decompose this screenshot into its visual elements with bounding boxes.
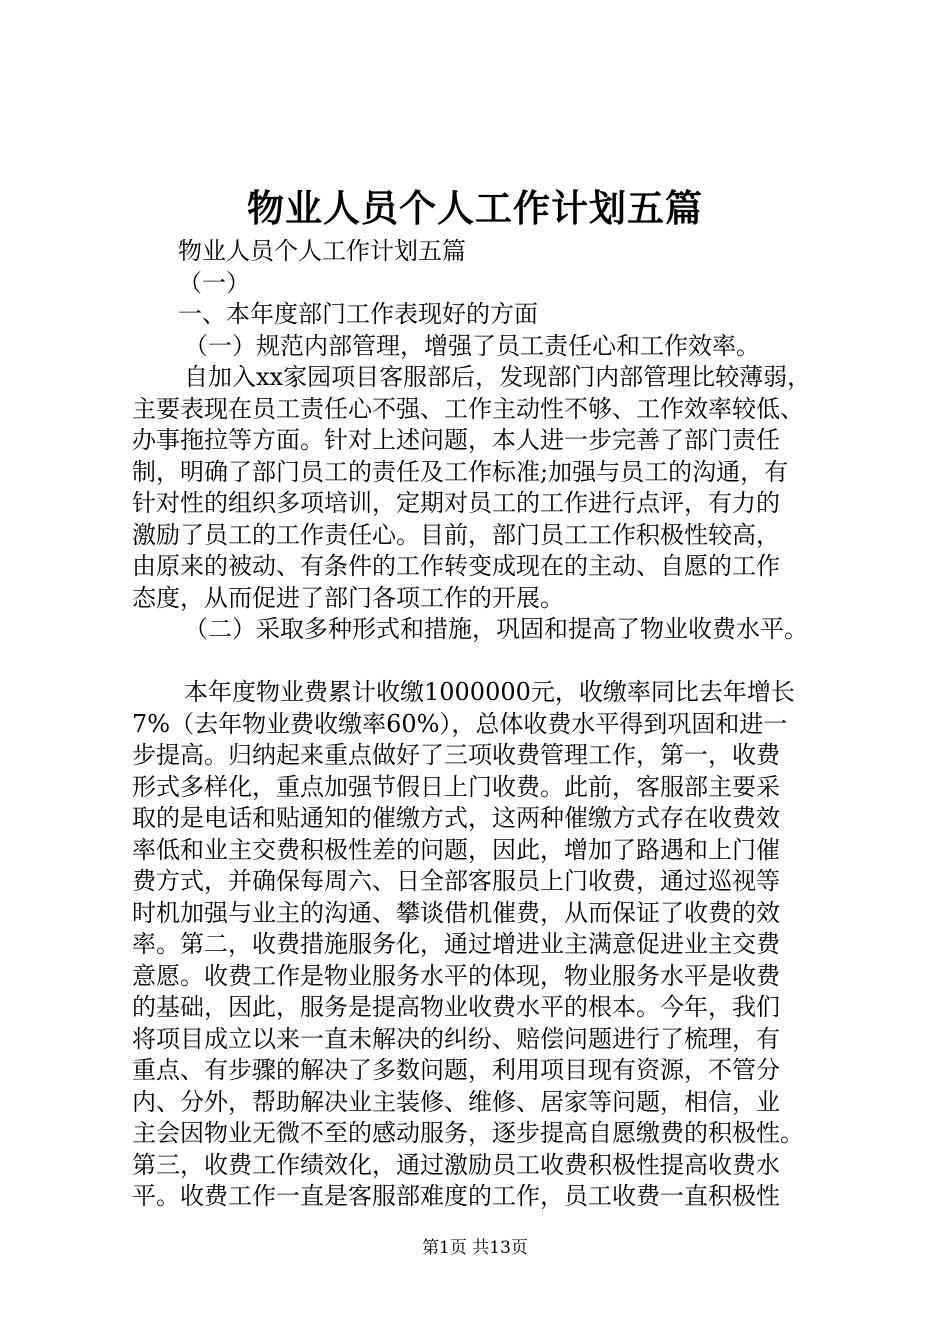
paragraph-line: 制，明确了部门员工的责任及工作标准;加强与员工的沟通，有: [132, 457, 789, 486]
blank-line: [132, 646, 854, 678]
paragraph-line: 将项目成立以来一直未解决的纠纷、赔偿问题进行了梳理，有: [132, 1024, 780, 1053]
paragraph-line: 取的是电话和贴通知的催缴方式，这两种催缴方式存在收费效: [132, 804, 780, 832]
paragraph-line: 形式多样化，重点加强节假日上门收费。此前，客服部主要采: [132, 772, 780, 801]
paragraph-line: 本年度物业费累计收缴1000000元，收缴率同比去年增长: [184, 678, 795, 706]
paragraph-line: 内、分外，帮助解决业主装修、维修、居家等问题，相信，业: [132, 1087, 780, 1116]
paragraph-line: 主要表现在员工责任心不强、工作主动性不够、工作效率较低、: [132, 394, 804, 423]
paragraph-line: 自加入xx家园项目客服部后，发现部门内部管理比较薄弱，: [184, 363, 812, 391]
section-heading: 一、本年度部门工作表现好的方面: [178, 300, 538, 328]
paragraph-line: 的基础，因此，服务是提高物业收费水平的根本。今年，我们: [132, 993, 780, 1021]
subsection-heading: （二）采取多种形式和措施，巩固和提高了物业收费水平。: [184, 615, 808, 643]
paragraph-line: 时机加强与业主的沟通、攀谈借机催费，从而保证了收费的效: [132, 898, 780, 927]
paragraph-line: 针对性的组织多项培训，定期对员工的工作进行点评，有力的: [132, 489, 780, 517]
subsection-heading: （一）规范内部管理，增强了员工责任心和工作效率。: [184, 331, 760, 360]
paragraph-line: 费方式，并确保每周六、日全部客服员上门收费，通过巡视等: [132, 867, 780, 895]
document-title: 物业人员个人工作计划五篇: [247, 186, 703, 230]
paragraph-line: 第三，收费工作绩效化，通过激励员工收费积极性提高收费水: [132, 1150, 780, 1179]
paragraph-line: 由原来的被动、有条件的工作转变成现在的主动、自愿的工作: [132, 552, 780, 580]
paragraph-line: 率低和业主交费积极性差的问题，因此，增加了路遇和上门催: [132, 835, 780, 864]
paragraph-line: 率。第二，收费措施服务化，通过增进业主满意促进业主交费: [132, 930, 780, 958]
paragraph-line: 办事拖拉等方面。针对上述问题，本人进一步完善了部门责任: [132, 426, 780, 454]
page-footer: 第1页 共13页: [422, 1238, 528, 1258]
paragraph-line: 重点、有步骤的解决了多数问题，利用项目现有资源，不管分: [132, 1056, 780, 1084]
section-marker: （一）: [178, 268, 250, 297]
subtitle-line: 物业人员个人工作计划五篇: [178, 237, 466, 265]
paragraph-line: 意愿。收费工作是物业服务水平的体现，物业服务水平是收费: [132, 961, 780, 990]
document-body: [132, 236, 854, 1213]
paragraph-line: 步提高。归纳起来重点做好了三项收费管理工作，第一，收费: [132, 741, 780, 769]
paragraph-line: 激励了员工的工作责任心。目前，部门员工工作积极性较高，: [132, 520, 780, 549]
paragraph-line: 态度，从而促进了部门各项工作的开展。: [132, 583, 564, 612]
paragraph-line: 平。收费工作一直是客服部难度的工作，员工收费一直积极性: [132, 1182, 780, 1210]
paragraph-line: 主会因物业无微不至的感动服务，逐步提高自愿缴费的积极性。: [132, 1119, 804, 1147]
paragraph-line: 7%（去年物业费收缴率60%），总体收费水平得到巩固和进一: [132, 709, 788, 738]
